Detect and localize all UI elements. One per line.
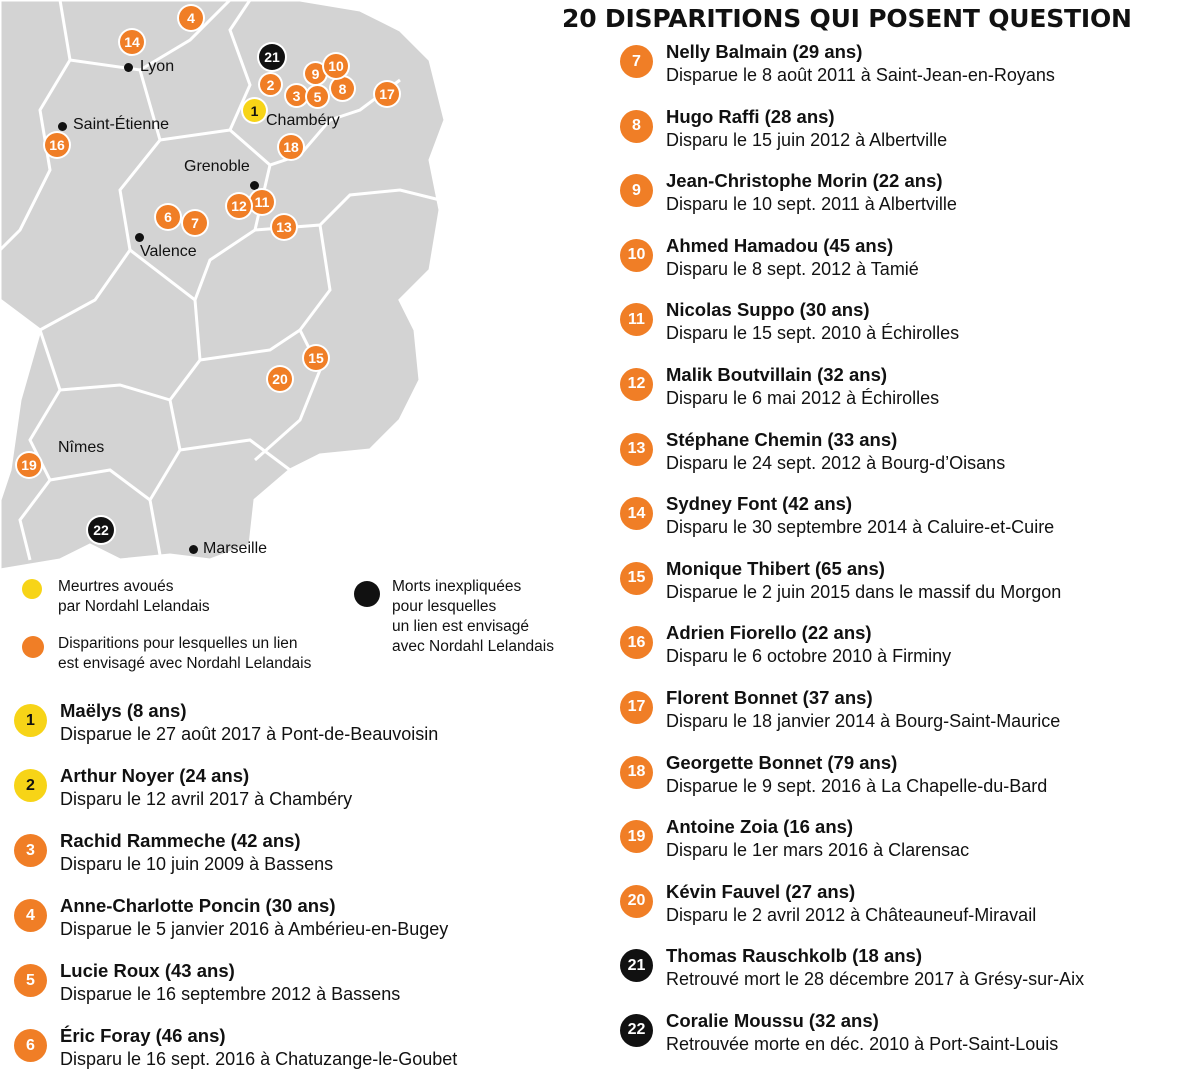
list-item[interactable] (8, 895, 568, 960)
entry-badge: 6 (14, 1029, 47, 1062)
list-item[interactable] (620, 881, 1200, 946)
list-item[interactable] (620, 170, 1200, 235)
map-pin-11[interactable]: 11 (250, 190, 274, 214)
legend (0, 565, 570, 685)
entry-detail: Disparu le 2 avril 2012 à Châteauneuf-Miravail (666, 904, 1037, 925)
list-item[interactable] (620, 429, 1200, 494)
list-item[interactable] (620, 493, 1200, 558)
list-item[interactable] (620, 364, 1200, 429)
entry-badge: 14 (620, 497, 653, 530)
entry-badge: 4 (14, 899, 47, 932)
entry-detail: Retrouvé mort le 28 décembre 2017 à Grésy-sur-Aix (666, 969, 1085, 990)
list-item[interactable] (620, 558, 1200, 623)
city-dot (58, 122, 67, 131)
entry-badge: 12 (620, 368, 653, 401)
list-item[interactable] (620, 687, 1200, 752)
entry-badge: 18 (620, 756, 653, 789)
legend-label-yellow-2: par Nordahl Lelandais (58, 598, 210, 615)
list-item[interactable] (620, 752, 1200, 817)
list-item[interactable] (8, 960, 568, 1025)
entry-name: Georgette Bonnet (79 ans) (666, 751, 898, 773)
map-pin-3[interactable]: 3 (286, 85, 307, 106)
entry-badge: 20 (620, 885, 653, 918)
entry-badge: 13 (620, 433, 653, 466)
map-pin-13[interactable]: 13 (272, 215, 296, 239)
city-dot (250, 181, 259, 190)
entry-detail: Disparu le 8 sept. 2012 à Tamié (666, 258, 919, 279)
entry-badge: 8 (620, 110, 653, 143)
entry-name: Jean-Christophe Morin (22 ans) (666, 170, 943, 192)
entry-name: Nelly Balmain (29 ans) (666, 41, 863, 62)
entry-detail: Disparue le 5 janvier 2016 à Ambérieu-en-Bugey (60, 919, 449, 939)
legend-dot-orange (22, 636, 44, 658)
entry-name: Hugo Raffi (28 ans) (666, 105, 835, 127)
entry-name: Antoine Zoia (16 ans) (666, 816, 854, 838)
map-pin-9[interactable]: 9 (305, 63, 326, 84)
city-label: Grenoble (184, 158, 250, 175)
entry-detail: Disparu le 6 octobre 2010 à Firminy (666, 646, 952, 667)
legend-label-orange-2: est envisagé avec Nordahl Lelandais (58, 655, 312, 672)
page-title: 20 DISPARITIONS QUI POSENT QUESTION (562, 4, 1132, 33)
entry-name: Adrien Fiorello (22 ans) (666, 622, 872, 644)
entry-badge: 5 (14, 964, 47, 997)
entry-badge: 9 (620, 174, 653, 207)
city-dot (189, 545, 198, 554)
map-pin-17[interactable]: 17 (375, 82, 399, 106)
list-item[interactable] (620, 41, 1200, 106)
map-pin-1[interactable]: 1 (243, 99, 266, 122)
entry-detail: Disparu le 16 sept. 2016 à Chatuzange-le-Goubet (60, 1049, 458, 1069)
entry-name: Nicolas Suppo (30 ans) (666, 299, 870, 321)
map-pin-6[interactable]: 6 (156, 205, 180, 229)
entry-detail: Disparue le 8 août 2011 à Saint-Jean-en-Royans (666, 65, 1055, 85)
map-pin-14[interactable]: 14 (120, 30, 144, 54)
city-dot (124, 63, 133, 72)
city-label: Marseille (203, 540, 268, 557)
entry-name: Ahmed Hamadou (45 ans) (666, 234, 894, 256)
entry-name: Florent Bonnet (37 ans) (666, 686, 873, 708)
legend-dot-black (354, 581, 380, 607)
entry-detail: Disparue le 27 août 2017 à Pont-de-Beauvoisin (60, 724, 439, 744)
legend-label-yellow-1: Meurtres avoués (58, 578, 174, 595)
entry-badge: 16 (620, 626, 653, 659)
entry-badge: 22 (620, 1014, 653, 1047)
entry-detail: Disparue le 16 septembre 2012 à Bassens (60, 984, 401, 1004)
list-item[interactable] (8, 830, 568, 895)
entry-detail: Disparue le 2 juin 2015 dans le massif du Morgon (666, 581, 1062, 602)
entry-detail: Disparu le 18 janvier 2014 à Bourg-Saint-Maurice (666, 710, 1061, 731)
list-item[interactable] (8, 765, 568, 830)
entry-detail: Disparu le 15 sept. 2010 à Échirolles (666, 323, 960, 344)
list-item[interactable] (620, 622, 1200, 687)
entry-detail: Disparu le 10 sept. 2011 à Albertville (666, 194, 957, 215)
entry-detail: Disparu le 24 sept. 2012 à Bourg-d’Oisans (666, 452, 1006, 473)
entry-name: Monique Thibert (65 ans) (666, 557, 885, 579)
list-item[interactable] (8, 1025, 568, 1090)
map-panel (0, 0, 560, 570)
map-pin-18[interactable]: 18 (279, 135, 303, 159)
entry-badge: 19 (620, 820, 653, 853)
map-pin-8[interactable]: 8 (331, 77, 354, 100)
city-label: Nîmes (58, 439, 105, 456)
entry-name: Coralie Moussu (32 ans) (666, 1009, 879, 1031)
city-label: Chambéry (266, 112, 340, 129)
map-pin-20[interactable]: 20 (268, 367, 292, 391)
map-pin-19[interactable]: 19 (17, 453, 41, 477)
entry-badge: 21 (620, 949, 653, 982)
map-pin-21[interactable]: 21 (259, 44, 285, 70)
list-item[interactable] (620, 945, 1200, 1010)
entry-name: Thomas Rauschkolb (18 ans) (666, 945, 922, 967)
entry-badge: 3 (14, 834, 47, 867)
entry-badge: 17 (620, 691, 653, 724)
entry-name: Arthur Noyer (24 ans) (60, 765, 250, 786)
victim-list-right (620, 41, 1200, 1075)
entry-detail: Disparu le 15 juin 2012 à Albertville (666, 129, 948, 150)
entry-detail: Disparu le 12 avril 2017 à Chambéry (60, 789, 353, 809)
victim-list-left (8, 700, 568, 1090)
list-item[interactable] (620, 235, 1200, 300)
city-label: Lyon (140, 58, 175, 75)
map-pin-15[interactable]: 15 (304, 346, 328, 370)
map-pin-5[interactable]: 5 (307, 86, 328, 107)
legend-label-black-2: pour lesquelles (392, 598, 497, 615)
entry-detail: Retrouvée morte en déc. 2010 à Port-Saint-Louis (666, 1033, 1059, 1054)
entry-badge: 11 (620, 303, 653, 336)
list-item[interactable] (620, 106, 1200, 171)
entry-detail: Disparu le 6 mai 2012 à Échirolles (666, 387, 940, 408)
map-pin-12[interactable]: 12 (227, 194, 251, 218)
legend-label-black-4: avec Nordahl Lelandais (392, 638, 554, 655)
entry-name: Lucie Roux (43 ans) (60, 960, 235, 981)
entry-badge: 7 (620, 45, 653, 78)
list-item[interactable] (620, 1010, 1200, 1075)
entry-badge: 15 (620, 562, 653, 595)
map-pin-10[interactable]: 10 (324, 54, 348, 78)
map-pin-22[interactable]: 22 (88, 517, 114, 543)
map-pin-7[interactable]: 7 (183, 211, 207, 235)
entry-name: Kévin Fauvel (27 ans) (666, 880, 856, 902)
legend-label-black-3: un lien est envisagé (392, 618, 530, 635)
entry-detail: Disparu le 10 juin 2009 à Bassens (60, 854, 334, 874)
entry-detail: Disparu le 1er mars 2016 à Clarensac (666, 840, 970, 861)
entry-badge: 10 (620, 239, 653, 272)
legend-label-orange-1: Disparitions pour lesquelles un lien (58, 635, 298, 652)
map-pin-2[interactable]: 2 (260, 74, 281, 95)
entry-name: Sydney Font (42 ans) (666, 493, 853, 515)
entry-name: Rachid Rammeche (42 ans) (60, 830, 301, 851)
right-panel (562, 0, 1200, 1054)
entry-detail: Disparue le 9 sept. 2016 à La Chapelle-du-Bard (666, 775, 1048, 796)
list-item[interactable] (8, 700, 568, 765)
entry-name: Éric Foray (46 ans) (60, 1025, 226, 1046)
entry-detail: Disparu le 30 septembre 2014 à Caluire-et-Cuire (666, 517, 1055, 538)
map-pin-4[interactable]: 4 (179, 6, 203, 30)
map-pin-16[interactable]: 16 (45, 133, 69, 157)
city-label: Saint-Étienne (73, 116, 170, 133)
entry-name: Malik Boutvillain (32 ans) (666, 363, 888, 385)
city-dot (135, 233, 144, 242)
legend-label-black-1: Morts inexpliquées (392, 578, 522, 595)
list-item[interactable] (620, 816, 1200, 881)
entry-badge: 1 (14, 704, 47, 737)
city-label: Valence (140, 243, 197, 260)
entry-badge: 2 (14, 769, 47, 802)
legend-dot-yellow (22, 579, 42, 599)
entry-name: Anne-Charlotte Poncin (30 ans) (60, 895, 336, 916)
list-item[interactable] (620, 299, 1200, 364)
entry-name: Stéphane Chemin (33 ans) (666, 428, 898, 450)
entry-name: Maëlys (8 ans) (60, 700, 187, 721)
